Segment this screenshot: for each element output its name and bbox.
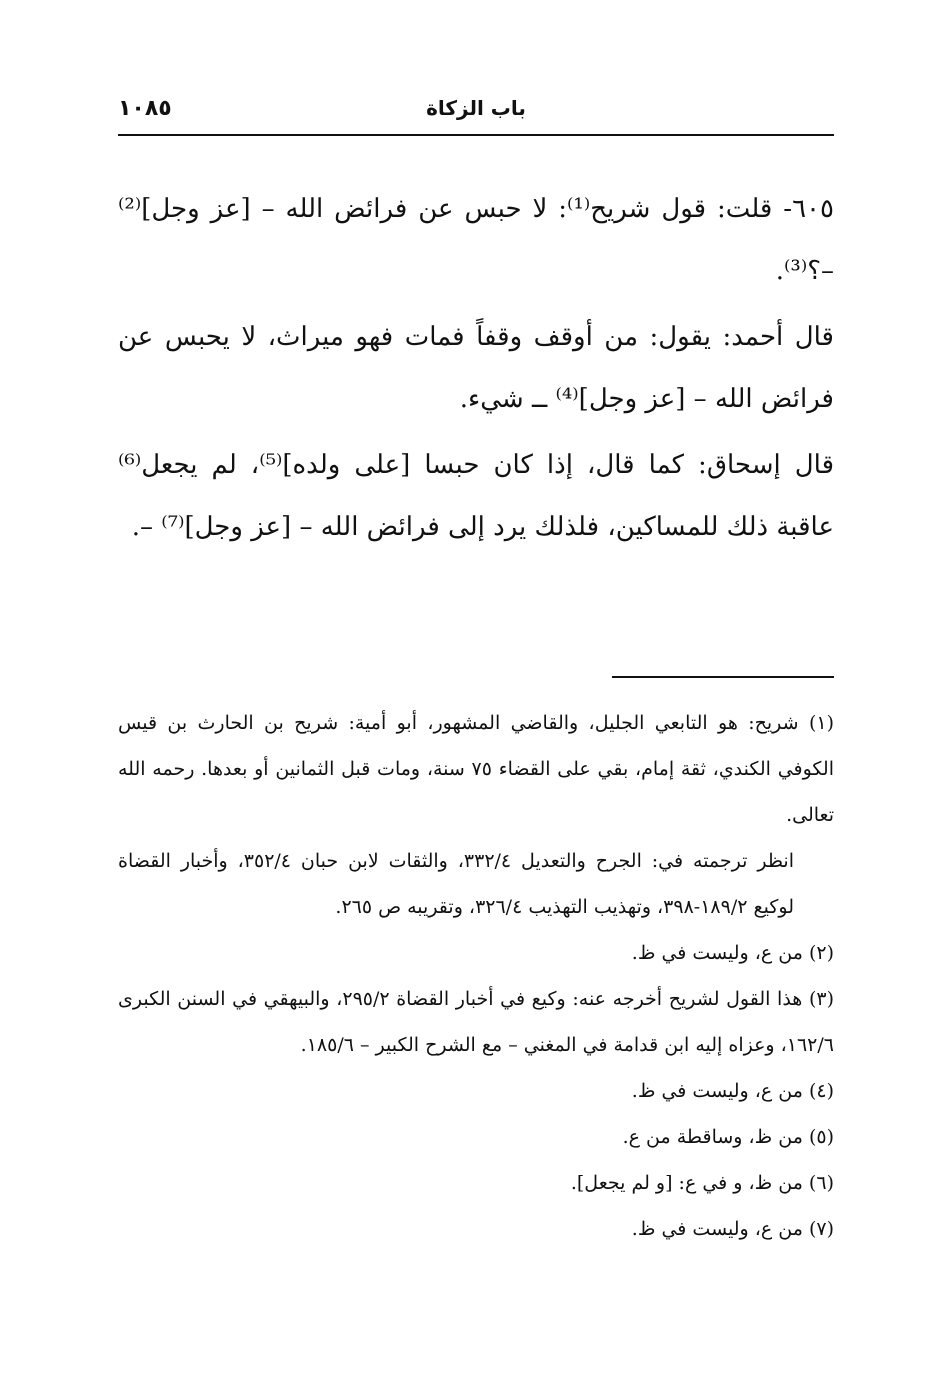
footnote-3: (٣) هذا القول لشريح أخرجه عنه: وكيع في أخبار القضاة ٢٩٥/٢، والبيهقي في السنن الكبرى ١٦٢/٦، وعزاه إليه ابن قدامة في المغني – مع الشرح الكبير – ١٨٥/٦. bbox=[118, 988, 834, 1056]
footnote-1-references: انظر ترجمته في: الجرح والتعديل ٣٣٢/٤، والثقات لابن حبان ٣٥٢/٤، وأخبار القضاة لوكيع ١٨٩/٢-٣٩٨، وتهذيب التهذيب ٣٢٦/٤، وتقريبه ص ٢٦٥. bbox=[118, 850, 794, 918]
chapter-title: باب الزكاة bbox=[426, 96, 526, 120]
main-text bbox=[118, 178, 834, 562]
question-paragraph: ٦٠٥- قلت: قول شريح⁽¹⁾: لا حبس عن فرائض الله – [عز وجل]⁽²⁾ –؟⁽³⁾. bbox=[118, 194, 834, 286]
ishaq-paragraph: قال إسحاق: كما قال، إذا كان حبسا [على ولده]⁽⁵⁾، لم يجعل⁽⁶⁾ عاقبة ذلك للمساكين، فلذلك يرد إلى فرائض الله – [عز وجل]⁽⁷⁾ –. bbox=[118, 450, 835, 542]
footnote-5: (٥) من ظ، وساقطة من ع. bbox=[622, 1126, 834, 1148]
footnotes bbox=[118, 700, 834, 1252]
footnote-separator bbox=[612, 676, 834, 678]
footnote-1: (١) شريح: هو التابعي الجليل، والقاضي المشهور، أبو أمية: شريح بن الحارث بن قيس الكوفي الكندي، ثقة إمام، بقي على القضاء ٧٥ سنة، ومات قبل الثمانين أو بعدها. رحمه الله تعالى. bbox=[118, 712, 834, 826]
header-rule bbox=[118, 134, 834, 136]
running-header bbox=[118, 96, 834, 132]
footnote-7: (٧) من ع، وليست في ظ. bbox=[631, 1218, 834, 1240]
footnote-4: (٤) من ع، وليست في ظ. bbox=[631, 1080, 834, 1102]
footnote-2: (٢) من ع، وليست في ظ. bbox=[631, 942, 834, 964]
page-number: ١٠٨٥ bbox=[118, 96, 172, 121]
ahmad-paragraph: قال أحمد: يقول: من أوقف وقفاً فمات فهو ميراث، لا يحبس عن فرائض الله – [عز وجل]⁽⁴⁾ ــ شيء. bbox=[118, 322, 834, 414]
footnote-6: (٦) من ظ، و في ع: [و لم يجعل]. bbox=[570, 1172, 834, 1194]
